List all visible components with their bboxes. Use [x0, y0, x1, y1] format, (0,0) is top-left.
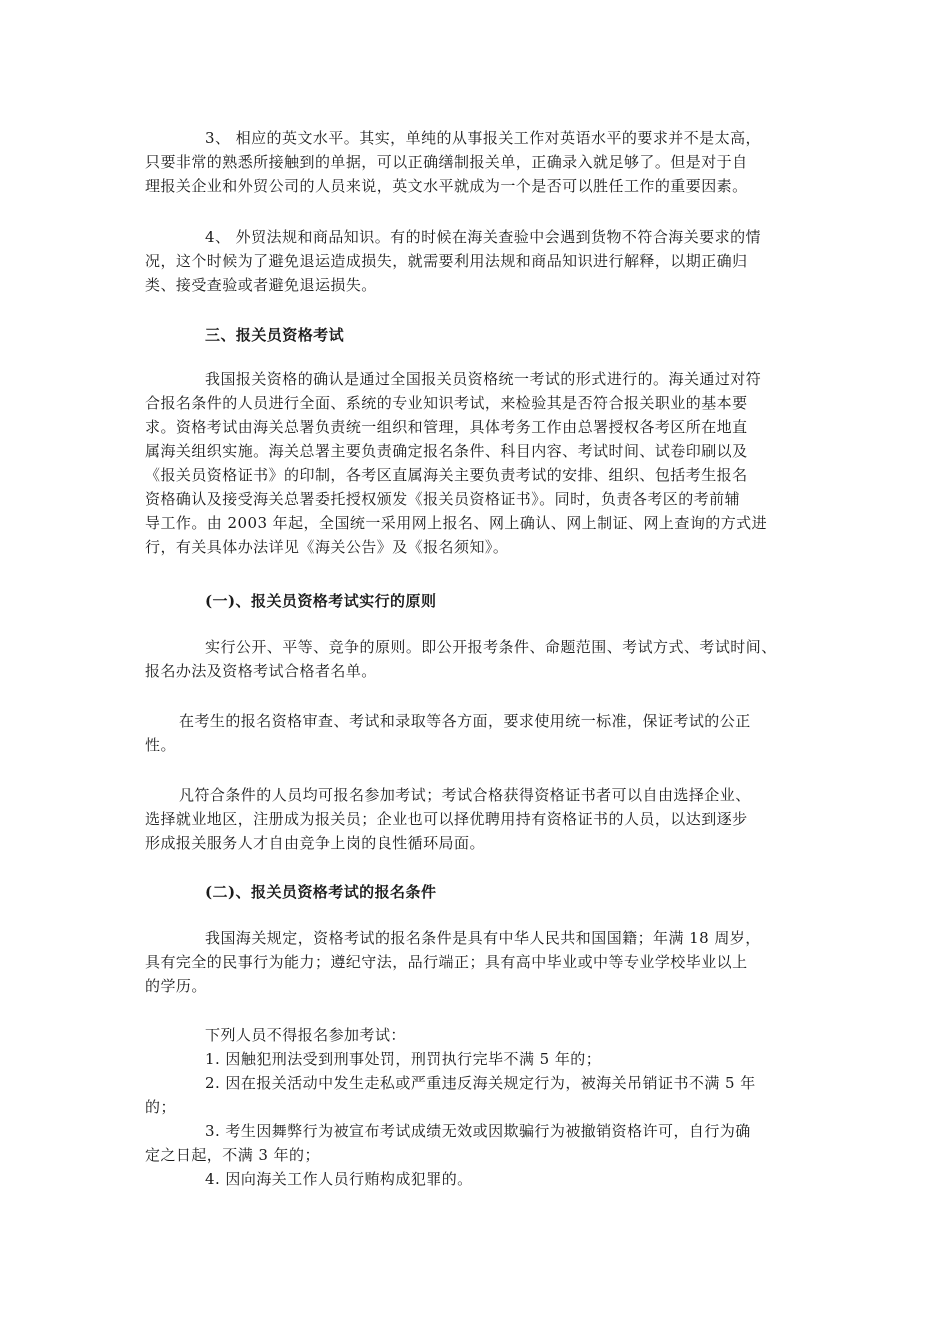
text-line: 选择就业地区，注册成为报关员；企业也可以择优聘用持有资格证书的人员，以达到逐步 — [145, 810, 748, 828]
text-line: 合报名条件的人员进行全面、系统的专业知识考试，来检验其是否符合报关职业的基本要 — [145, 394, 748, 412]
text-line: 报名办法及资格考试合格者名单。 — [145, 662, 377, 680]
heading-text: (一)、报关员资格考试实行的原则 — [205, 592, 437, 610]
text-line: 在考生的报名资格审查、考试和录取等各方面，要求使用统一标准，保证考试的公正 — [179, 712, 751, 730]
text-line: 求。资格考试由海关总署负责统一组织和管理，具体考务工作由总署授权各考区所在地直 — [145, 418, 748, 436]
text-line: 行，有关具体办法详见《海关公告》及《报名须知》。 — [145, 538, 509, 556]
list-item-continued: 的； — [145, 1098, 176, 1116]
list-item: 4. 因向海关工作人员行贿构成犯罪的。 — [205, 1170, 473, 1188]
subsection-heading-principles — [145, 589, 813, 613]
text-line: 属海关组织实施。海关总署主要负责确定报名条件、科目内容、考试时间、试卷印刷以及 — [145, 442, 748, 460]
heading-text: 三、报关员资格考试 — [205, 326, 345, 344]
list-item: 1. 因触犯刑法受到刑事处罚，刑罚执行完毕不满 5 年的； — [205, 1050, 602, 1068]
subsection-heading-conditions — [145, 880, 813, 904]
section-heading — [145, 323, 813, 347]
list-item: 3. 考生因舞弊行为被宣布考试成绩无效或因欺骗行为被撤销资格许可，自行为确 — [205, 1122, 751, 1140]
paragraph-trade-regulations — [145, 225, 813, 297]
text-line: 我国海关规定，资格考试的报名条件是具有中华人民共和国国籍；年满 18 周岁， — [205, 929, 761, 947]
text-line: 况，这个时候为了避免退运造成损失，就需要利用法规和商品知识进行解释，以期正确归 — [145, 252, 748, 270]
text-line: 凡符合条件的人员均可报名参加考试；考试合格获得资格证书者可以自由选择企业、 — [179, 786, 751, 804]
text-line: 实行公开、平等、竞争的原则。即公开报考条件、命题范围、考试方式、考试时间、 — [205, 638, 777, 656]
text-line: 3、 相应的英文水平。其实，单纯的从事报关工作对英语水平的要求并不是太高， — [205, 129, 761, 147]
list-item-continued: 定之日起，不满 3 年的； — [145, 1146, 320, 1164]
paragraph-fairness — [145, 709, 813, 757]
text-line: 4、 外贸法规和商品知识。有的时候在海关查验中会遇到货物不符合海关要求的情 — [205, 228, 761, 246]
text-line: 的学历。 — [145, 977, 207, 995]
text-line: 性。 — [145, 736, 176, 754]
paragraph-conditions — [145, 926, 813, 998]
paragraph-english-level — [145, 126, 813, 198]
text-line: 理报关企业和外贸公司的人员来说，英文水平就成为一个是否可以胜任工作的重要因素。 — [145, 177, 748, 195]
text-line: 只要非常的熟悉所接触到的单据，可以正确缮制报关单，正确录入就足够了。但是对于自 — [145, 153, 748, 171]
paragraph-eligibility-freedom — [145, 783, 813, 855]
paragraph-principles — [145, 635, 813, 683]
paragraph-exam-overview — [145, 367, 813, 559]
text-line: 我国报关资格的确认是通过全国报关员资格统一考试的形式进行的。海关通过对符 — [205, 370, 762, 388]
text-line: 资格确认及接受海关总署委托授权颁发《报关员资格证书》。同时，负责各考区的考前辅 — [145, 490, 741, 508]
exclusion-list — [145, 1023, 813, 1191]
text-line: 《报关员资格证书》的印制，各考区直属海关主要负责考试的安排、组织、包括考生报名 — [145, 466, 748, 484]
text-line: 类、接受查验或者避免退运损失。 — [145, 276, 377, 294]
text-line: 导工作。由 2003 年起，全国统一采用网上报名、网上确认、网上制证、网上查询的方式进 — [145, 514, 768, 532]
text-line: 具有完全的民事行为能力；遵纪守法，品行端正；具有高中毕业或中等专业学校毕业以上 — [145, 953, 748, 971]
heading-text: (二)、报关员资格考试的报名条件 — [205, 883, 437, 901]
text-line: 形成报关服务人才自由竞争上岗的良性循环局面。 — [145, 834, 485, 852]
list-item: 2. 因在报关活动中发生走私或严重违反海关规定行为，被海关吊销证书不满 5 年 — [205, 1074, 756, 1092]
list-intro: 下列人员不得报名参加考试： — [205, 1026, 406, 1044]
